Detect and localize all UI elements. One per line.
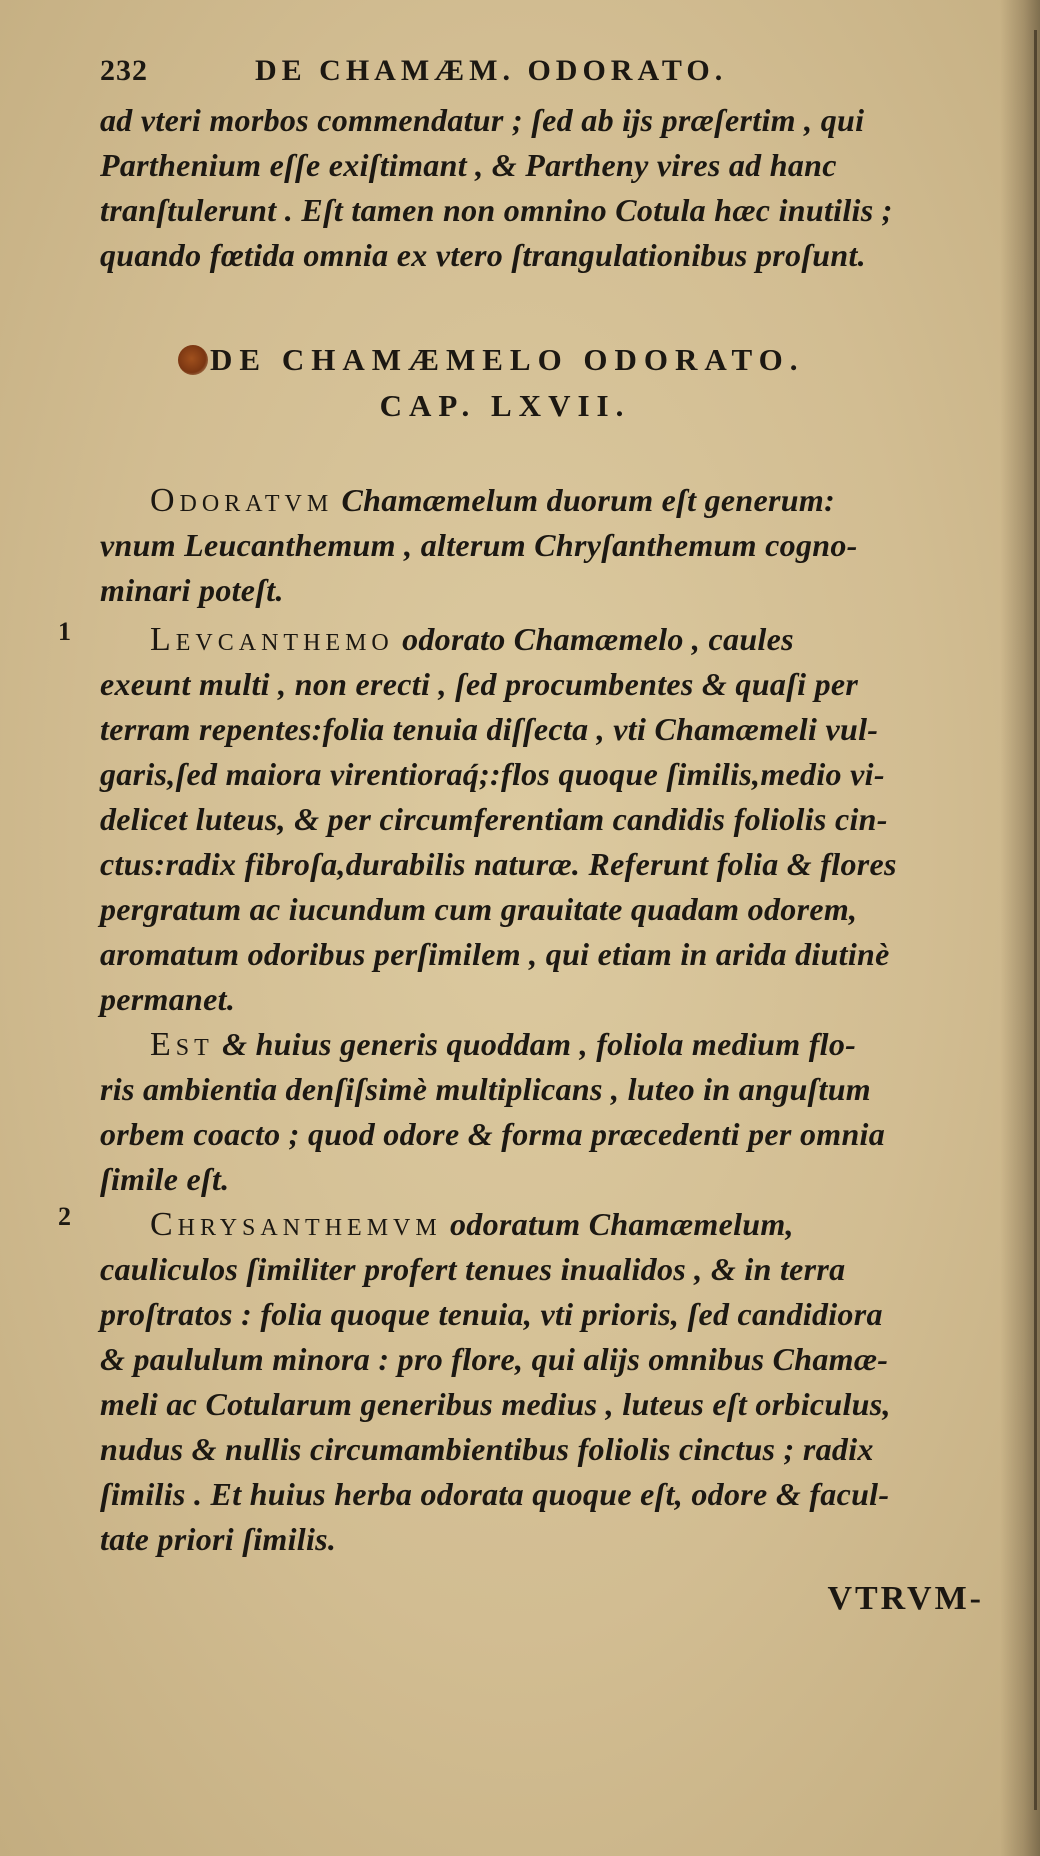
lead-word: Odoratvm xyxy=(150,482,334,519)
text-line: ris ambientia denſiſsimè multiplicans , luteo in anguſtum xyxy=(100,1071,871,1107)
ornament-blot-icon xyxy=(178,345,208,375)
chapter-heading xyxy=(178,340,1010,380)
text-line: pergratum ac iucundum cum grauitate quadam odorem, xyxy=(100,891,858,927)
text-line: minari poteſt. xyxy=(100,572,284,608)
text-line: & paululum minora : pro flore, qui alijs omnibus Chamæ- xyxy=(100,1341,889,1377)
text-line: permanet. xyxy=(100,981,236,1017)
section-marker: 1 xyxy=(58,617,71,646)
text-line: proſtratos : folia quoque tenuia, vti prioris, ſed candidiora xyxy=(100,1296,883,1332)
text-line: orbem coacto ; quod odore & forma præcedenti per omnia xyxy=(100,1116,886,1152)
text-run: odoratum Chamæmelum, xyxy=(441,1206,794,1242)
lead-word: Levcanthemo xyxy=(150,621,394,658)
page-number: 232 xyxy=(100,54,148,87)
text-line: meli ac Cotularum generibus medius , luteus eſt orbiculus, xyxy=(100,1386,891,1422)
paragraph-odoratum xyxy=(90,478,1010,613)
text-run: Chamæmelum duorum eſt generum: xyxy=(333,482,836,518)
text-line: vnum Leucanthemum , alterum Chryſanthemum cogno- xyxy=(100,527,858,563)
text-line: ad vteri morbos commendatur ; ſed ab ijs præſertim , qui xyxy=(100,102,865,138)
text-line: quando fœtida omnia ex vtero ſtrangulationibus proſunt. xyxy=(100,237,866,273)
section-marker: 2 xyxy=(58,1202,71,1231)
catchword: VTRVM- xyxy=(827,1580,984,1617)
text-line: aromatum odoribus perſimilem , qui etiam in arida diutinè xyxy=(100,936,890,972)
text-line: delicet luteus, & per circumferentiam candidis foliolis cin- xyxy=(100,801,888,837)
chapter-title: DE CHAMÆMELO ODORATO. xyxy=(210,342,805,377)
text-run: odorato Chamæmelo , caules xyxy=(393,621,794,657)
intro-paragraph xyxy=(90,98,1010,278)
text-line: tranſtulerunt . Eſt tamen non omnino Cotula hæc inutilis ; xyxy=(100,192,893,228)
text-run: & huius generis quoddam , foliola medium flo- xyxy=(213,1026,857,1062)
text-line: ſimile eſt. xyxy=(100,1161,230,1197)
text-line: terram repentes:folia tenuia diſſecta , vti Chamæmeli vul- xyxy=(100,711,879,747)
section-leucanthemum xyxy=(58,617,1010,1022)
running-head xyxy=(90,48,1010,98)
text-line: cauliculos ſimiliter profert tenues inualidos , & in terra xyxy=(100,1251,846,1287)
running-title: DE CHAMÆM. ODORATO. xyxy=(255,54,728,87)
text-line: ctus:radix fibroſa,durabilis naturæ. Referunt folia & flores xyxy=(100,846,897,882)
text-line: garis,ſed maiora virentioraq́;:flos quoque ſimilis,medio vi- xyxy=(100,756,885,792)
paragraph-est xyxy=(90,1022,1010,1202)
lead-word: Chrysanthemvm xyxy=(150,1206,442,1243)
text-line: ſimilis . Et huius herba odorata quoque eſt, odore & facul- xyxy=(100,1476,890,1512)
text-line: nudus & nullis circumambientibus foliolis cinctus ; radix xyxy=(100,1431,874,1467)
text-block xyxy=(58,48,1010,1618)
paragraph-chrysanthemum xyxy=(90,1202,1010,1562)
text-line: tate priori ſimilis. xyxy=(100,1521,337,1557)
lead-word: Est xyxy=(150,1026,214,1063)
text-line: Parthenium eſſe exiſtimant , & Partheny vires ad hanc xyxy=(100,147,837,183)
page-border-line xyxy=(1034,30,1037,1810)
text-line: exeunt multi , non erecti , ſed procumbentes & quaſi per xyxy=(100,666,859,702)
paragraph-leucanthemum xyxy=(90,617,1010,1022)
section-chrysanthemum xyxy=(58,1202,1010,1562)
chapter-number: CAP. LXVII. xyxy=(379,388,631,423)
